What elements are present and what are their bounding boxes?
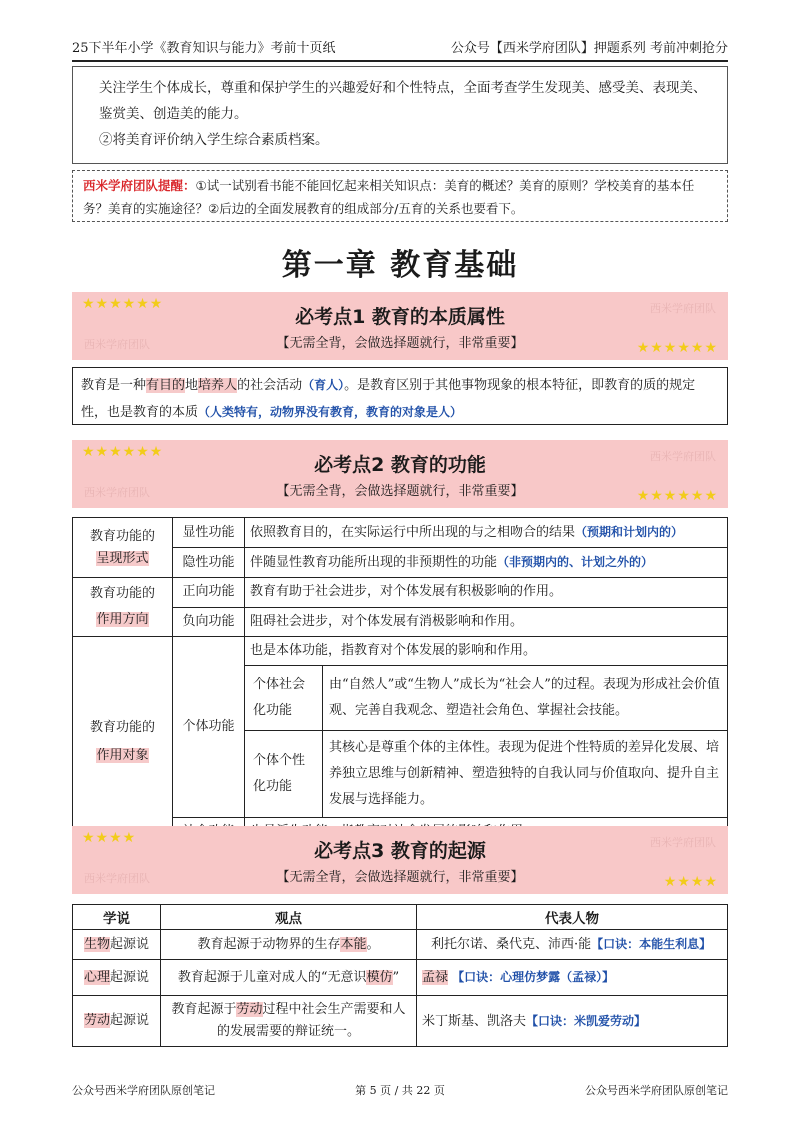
- subfunction-type: 个体社会化功能: [245, 666, 323, 731]
- reminder-box: [72, 170, 728, 222]
- header-right-title: 公众号【西米学府团队】押题系列 考前冲刺抢分: [450, 41, 728, 56]
- function-desc: 其核心是尊重个体的主体性。表现为促进个性特质的差异化发展、培养独立思维与创新精神、塑造独特的自我认同与价值取向、提升自主发展与选择能力。: [323, 731, 728, 818]
- desc-text: 教育是一种: [81, 378, 147, 393]
- function-type: 隐性功能: [173, 548, 245, 578]
- function-desc: 依照教育目的，在实际运行中所出现的与之相吻合的结果（预期和计划内的）: [245, 518, 728, 548]
- keypoint-1-title: 必考点1 教育的本质属性: [295, 306, 505, 328]
- star-rating-icon: ★★★★: [663, 874, 718, 890]
- people-cell: 米丁斯基、凯洛夫【口诀：米凯爱劳动】: [417, 996, 728, 1047]
- table-row: [73, 930, 728, 960]
- page-footer: [72, 1082, 728, 1098]
- function-type: 正向功能: [173, 578, 245, 608]
- keypoint-1-subtitle: 【无需全背，会做选择题就行，非常重要】: [276, 336, 524, 351]
- column-header: 观点: [161, 905, 417, 930]
- keypoint-2-subtitle: 【无需全背，会做选择题就行，非常重要】: [276, 484, 524, 499]
- watermark-text: 西米学府团队: [650, 836, 716, 849]
- keypoint-1-banner: [72, 292, 728, 360]
- group-cell: 教育功能的 呈现形式: [73, 518, 173, 578]
- keypoint-2-banner: [72, 440, 728, 508]
- reminder-text: ①试一试别看书能不能回忆起来相关知识点：美育的概述？美育的原则？学校美育的基本任务？美育的实施途径？②后边的全面发展教育的组成部分/五育的关系也要看下。: [83, 178, 695, 216]
- theory-cell: 劳动起源说: [73, 996, 161, 1047]
- theory-cell: 生物起源说: [73, 930, 161, 960]
- desc-text: 地: [185, 378, 199, 393]
- desc-text: 的社会活动: [237, 378, 303, 393]
- group-cell: 教育功能的 作用方向: [73, 578, 173, 637]
- column-header: 学说: [73, 905, 161, 930]
- view-cell: 教育起源于儿童对成人的“无意识模仿”: [161, 960, 417, 996]
- function-desc: 教育有助于社会进步，对个体发展有积极影响的作用。: [245, 578, 728, 608]
- table-row: [73, 578, 728, 608]
- function-desc: 也是本体功能，指教育对个体发展的影响和作用。: [245, 637, 728, 666]
- table-row: [73, 960, 728, 996]
- table-row: [73, 518, 728, 548]
- view-cell: 教育起源于劳动过程中社会生产需要和人的发展需要的辩证统一。: [161, 996, 417, 1047]
- footer-right: 公众号西米学府团队原创笔记: [585, 1084, 728, 1097]
- people-cell: 孟禄 【口诀：心理仿梦露（孟禄）】: [417, 960, 728, 996]
- table-row: [73, 637, 728, 666]
- function-type: 个体功能: [173, 637, 245, 818]
- theory-cell: 心理起源说: [73, 960, 161, 996]
- note-text: （人类特有，动物界没有教育，教育的对象是人）: [198, 405, 463, 419]
- desc-text: 。是教育区别于其他事物现象的根本特征，即教育的质的规定性，也是教育的本质: [81, 378, 696, 420]
- subfunction-type: 个体个性化功能: [245, 731, 323, 818]
- keypoint-1-description: [72, 367, 728, 425]
- star-rating-icon: ★★★★★★: [636, 488, 718, 504]
- page-header: [72, 28, 728, 62]
- chapter-title: 第一章 教育基础: [281, 248, 519, 283]
- watermark-text: 西米学府团队: [650, 450, 716, 463]
- function-desc: 阻碍社会进步，对个体发展有消极影响和作用。: [245, 607, 728, 637]
- watermark-text: 西米学府团队: [84, 338, 150, 351]
- function-type: 负向功能: [173, 607, 245, 637]
- star-rating-icon: ★★★★★★: [82, 444, 164, 460]
- keypoint-3-title: 必考点3 教育的起源: [314, 840, 486, 862]
- table-header-row: [73, 905, 728, 930]
- footer-left: 公众号西米学府团队原创笔记: [72, 1084, 215, 1097]
- keypoint-3-banner: [72, 826, 728, 894]
- people-cell: 利托尔诺、桑代克、沛西·能【口诀：本能生利息】: [417, 930, 728, 960]
- highlight-text: 有目的: [146, 378, 186, 393]
- star-rating-icon: ★★★★★★: [82, 296, 164, 312]
- table-row: [73, 996, 728, 1047]
- header-left-title: 25下半年小学《教育知识与能力》考前十页纸: [72, 41, 336, 56]
- watermark-text: 西米学府团队: [84, 872, 150, 885]
- group-cell: 教育功能的 作用对象: [73, 637, 173, 847]
- note-text: （育人）: [302, 378, 345, 392]
- aesthetic-education-box: [72, 66, 728, 164]
- page-number: 第 5 页 / 共 22 页: [355, 1084, 445, 1097]
- function-desc: 由“自然人”或“生物人”成长为“社会人”的过程。表现为形成社会价值观、完善自我观念、塑造社会角色、掌握社会技能。: [323, 666, 728, 731]
- keypoint-2-title: 必考点2 教育的功能: [314, 454, 486, 476]
- education-origin-table: [72, 904, 728, 1047]
- star-rating-icon: ★★★★: [82, 830, 137, 846]
- view-cell: 教育起源于动物界的生存本能。: [161, 930, 417, 960]
- box-line-2: ②将美育评价纳入学生综合素质档案。: [99, 132, 329, 148]
- column-header: 代表人物: [417, 905, 728, 930]
- highlight-text: 培养人: [198, 378, 238, 393]
- watermark-text: 西米学府团队: [84, 486, 150, 499]
- box-line-1: 关注学生个体成长，尊重和保护学生的兴趣爱好和个性特点，全面考查学生发现美、感受美、表现美、鉴赏美、创造美的能力。: [99, 80, 707, 122]
- function-desc: 伴随显性教育功能所出现的非预期性的功能（非预期内的、计划之外的）: [245, 548, 728, 578]
- education-functions-table: [72, 517, 728, 847]
- keypoint-3-subtitle: 【无需全背，会做选择题就行，非常重要】: [276, 870, 524, 885]
- reminder-label: 西米学府团队提醒：: [83, 178, 196, 193]
- watermark-text: 西米学府团队: [650, 302, 716, 315]
- function-type: 显性功能: [173, 518, 245, 548]
- star-rating-icon: ★★★★★★: [636, 340, 718, 356]
